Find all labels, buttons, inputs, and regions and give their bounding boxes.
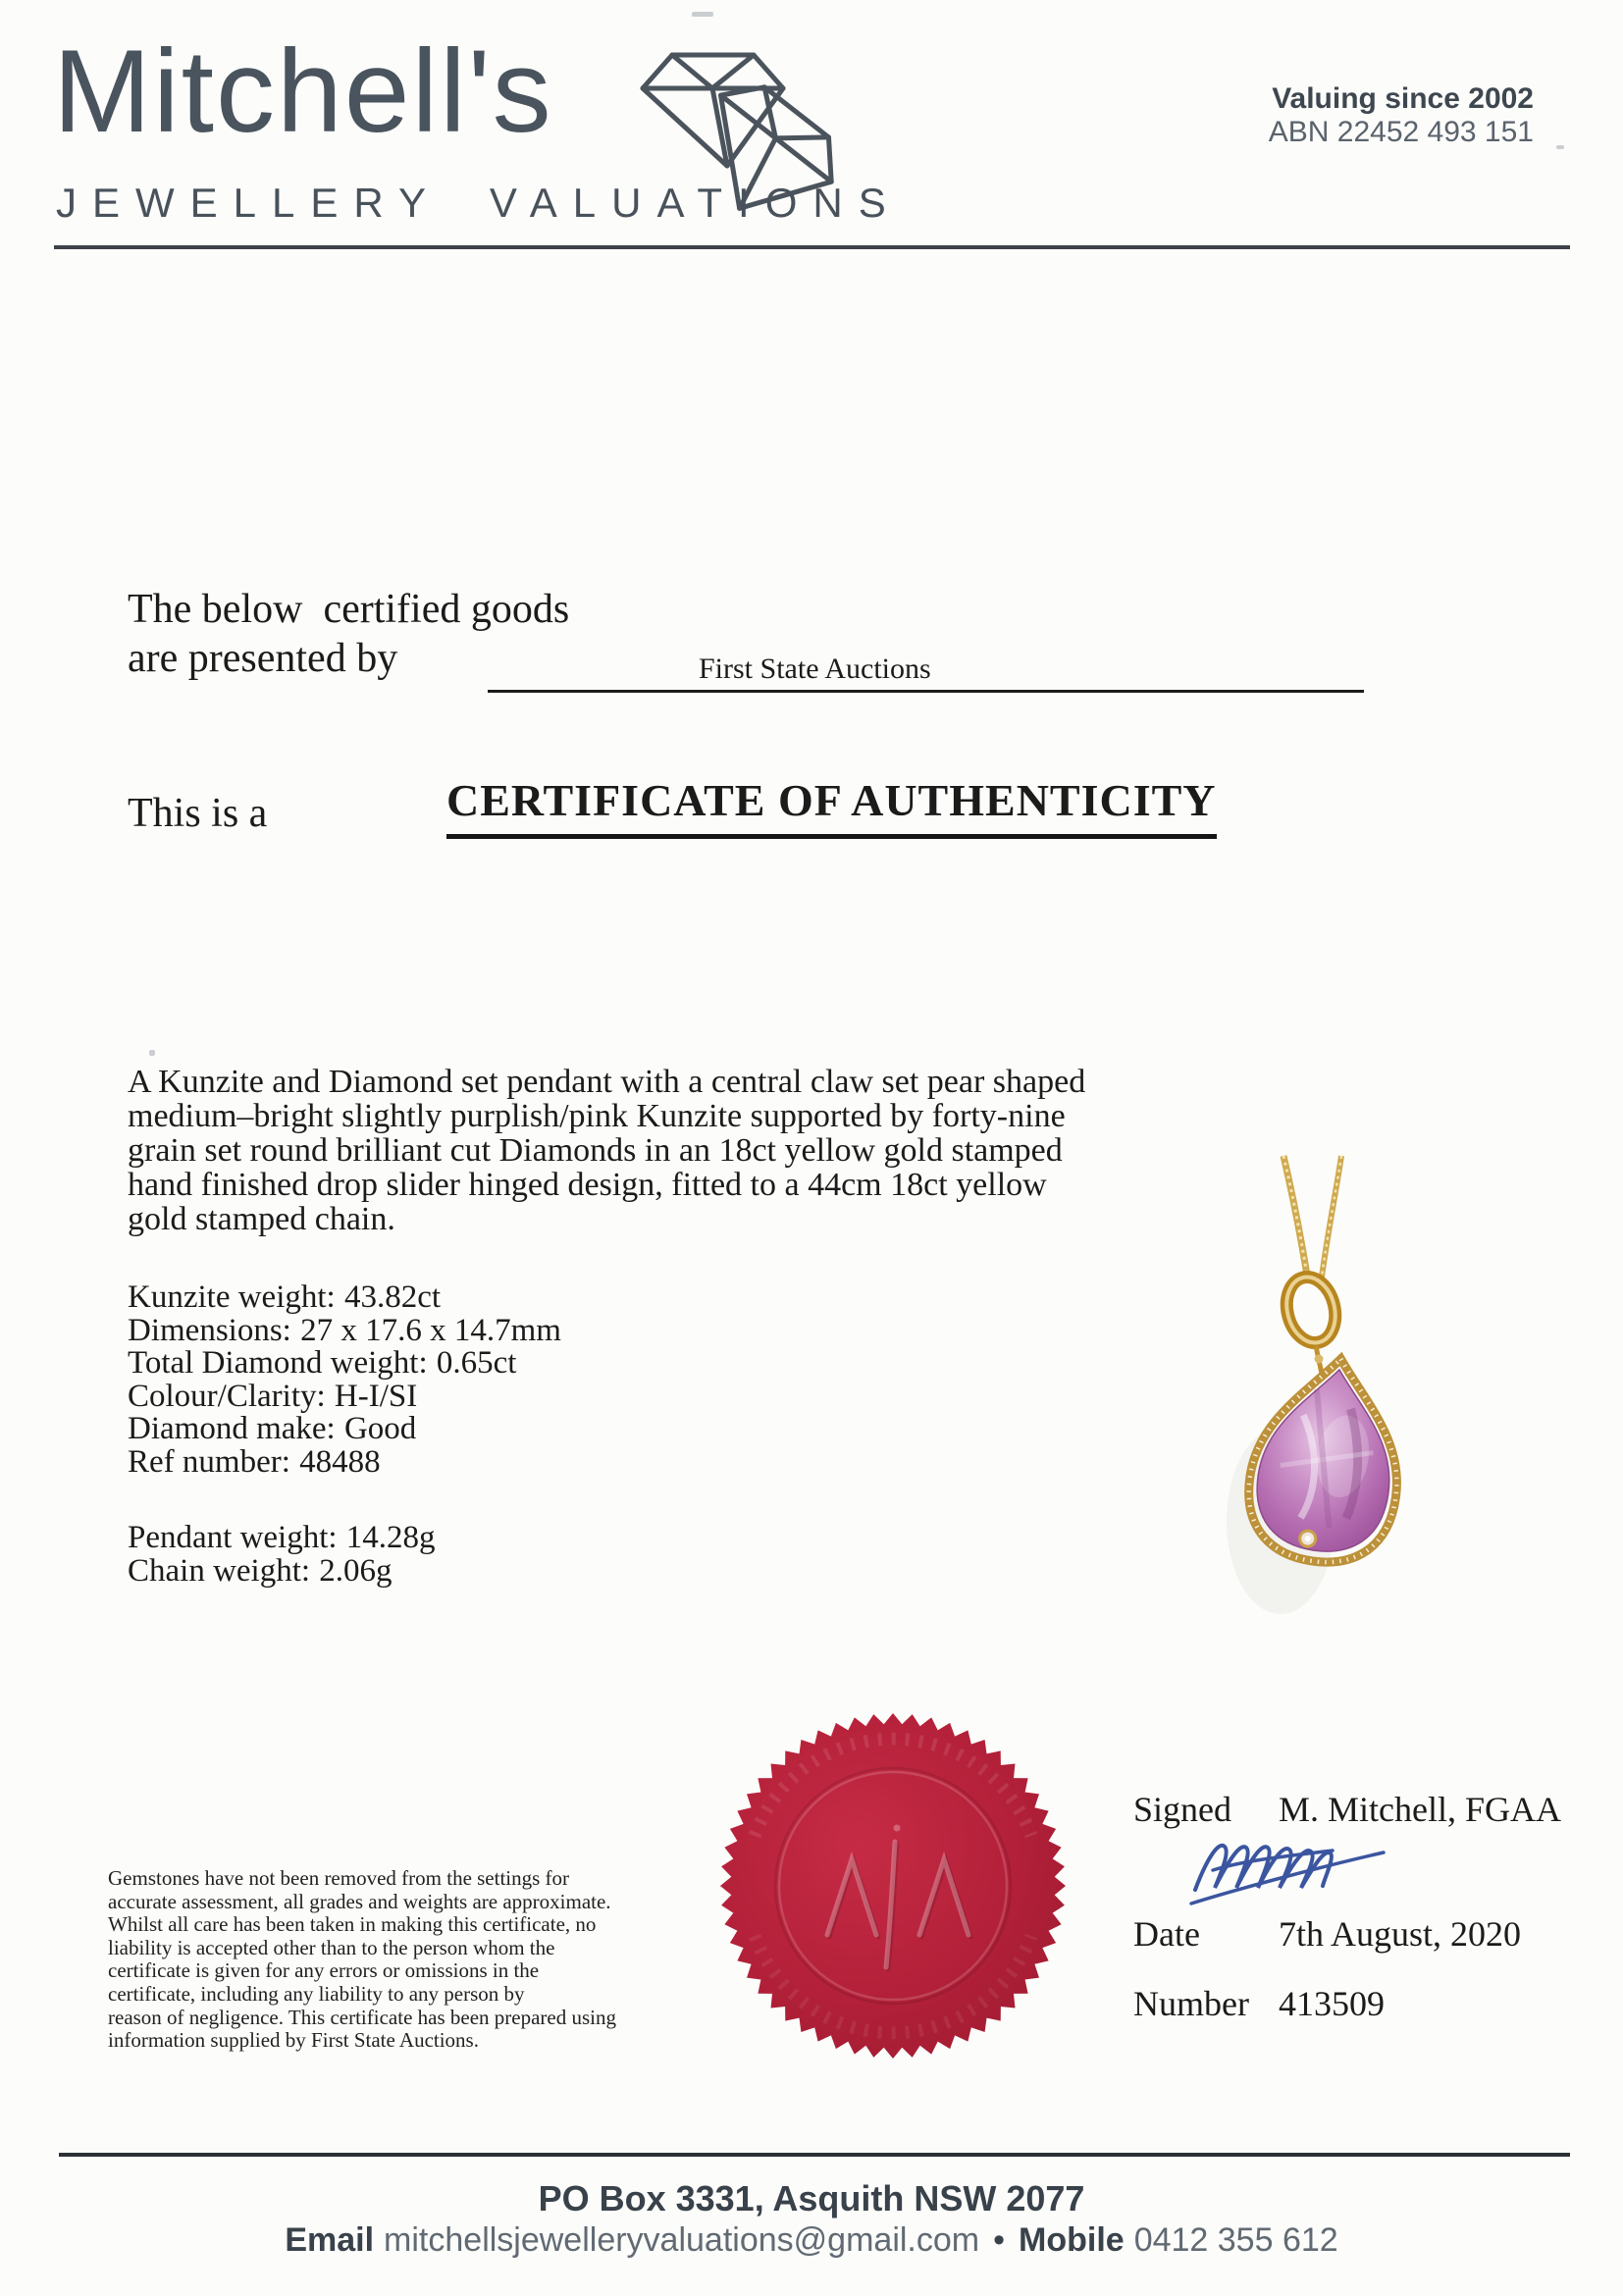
disclaimer-line: information supplied by First State Auctions. [108,2028,479,2053]
email-label: Email [285,2221,375,2259]
disclaimer-line: Gemstones have not been removed from the settings for [108,1866,570,1890]
spec-value: 14.28g [345,1520,436,1555]
footer-address: PO Box 3331, Asquith NSW 2077 [538,2178,1085,2218]
abn-number: ABN 22452 493 151 [1268,116,1534,148]
number-label: Number [1133,1984,1249,2023]
signed-label: Signed [1133,1790,1232,1829]
disclaimer-line: reason of negligence. This certificate has been prepared using [108,2005,616,2029]
description-line: gold stamped chain. [128,1201,395,1237]
gold-chain [1283,1156,1341,1283]
spec-value: H-I/SI [334,1378,418,1414]
spec-label: Ref number: [128,1443,290,1480]
scan-speck [1556,145,1564,149]
item-description [128,1065,1085,1236]
spec-row [128,1347,561,1381]
spec-row [128,1522,436,1555]
spec-label: Diamond make: [128,1411,336,1446]
spec-label: Pendant weight: [128,1520,338,1555]
disclaimer-line: liability is accepted other than to the person whom the [108,1935,555,1959]
disclaimer-line: accurate assessment, all grades and weights are approximate. [108,1889,611,1913]
kunzite-stone [1239,1349,1413,1572]
tagline: Valuing since 2002 [1272,82,1534,115]
number-row [1133,1983,1385,2024]
spec-value: Good [343,1411,417,1446]
certificate-title: CERTIFICATE OF AUTHENTICITY [446,774,1217,839]
spec-value: 2.06g [319,1552,393,1589]
spec-value: 0.65ct [436,1345,517,1381]
spec-row [128,1413,561,1446]
disclaimer-line: certificate, including any liability to any person by [108,1981,525,2006]
scan-speck [149,1050,155,1056]
spec-value: 27 x 17.6 x 14.7mm [300,1312,561,1348]
spec-label: Chain weight: [128,1552,311,1589]
date-label: Date [1133,1914,1200,1954]
footer-rule [59,2153,1570,2157]
spec-row [128,1378,561,1414]
date-value: 7th August, 2020 [1279,1914,1522,1954]
footer-separator: • [993,2221,1006,2259]
spec-value: 43.82ct [343,1279,442,1315]
spec-label: Dimensions: [128,1312,291,1348]
disclaimer-text [108,1867,616,2053]
description-line: medium–bright slightly purplish/pink Kunzite supported by forty-nine [128,1098,1066,1134]
description-line: hand finished drop slider hinged design, fitted to a 44cm 18ct yellow [128,1167,1047,1203]
header-rule [54,245,1570,249]
weight-list [128,1522,436,1588]
presented-by-underline [488,690,1364,693]
spec-label: Kunzite weight: [128,1279,336,1315]
mobile-number: 0412 355 612 [1133,2221,1338,2259]
spec-row [128,1281,561,1315]
pendant-photo [1119,1060,1609,1688]
spec-label: Total Diamond weight: [128,1345,428,1381]
footer-contact [0,2221,1623,2260]
spec-value: 48488 [299,1443,381,1480]
mobile-label: Mobile [1019,2221,1125,2259]
embossed-seal [711,1704,1074,2067]
handwritten-signature [1185,1821,1431,1911]
connector-link [1315,1346,1324,1374]
disclaimer-line: Whilst all care has been taken in making this certificate, no [108,1912,597,1937]
spec-row [128,1443,561,1480]
scan-speck [692,12,713,17]
spec-list [128,1281,561,1479]
brand-name: Mitchell's [53,26,553,157]
spec-row [128,1552,436,1589]
disclaimer-line: certificate is given for any errors or omissions in the [108,1958,540,1983]
intro-line-2: are presented by [128,636,398,681]
number-value: 413509 [1279,1984,1385,2023]
gold-bail [1280,1272,1341,1348]
presented-by-value: First State Auctions [699,652,931,685]
date-row [1133,1913,1521,1955]
description-line: grain set round brilliant cut Diamonds in an 18ct yellow gold stamped [128,1132,1063,1169]
email-address: mitchellsjewelleryvaluations@gmail.com [384,2221,980,2259]
brand-subtitle: JEWELLERY VALUATIONS [56,180,902,226]
spec-row [128,1312,561,1348]
description-line: A Kunzite and Diamond set pendant with a central claw set pear shaped [128,1064,1086,1100]
spec-label: Colour/Clarity: [128,1378,326,1414]
title-prefix: This is a [128,791,268,836]
tagline-block [1269,82,1534,149]
signed-value: M. Mitchell, FGAA [1279,1790,1561,1829]
intro-line-1: The below certified goods [128,587,570,632]
